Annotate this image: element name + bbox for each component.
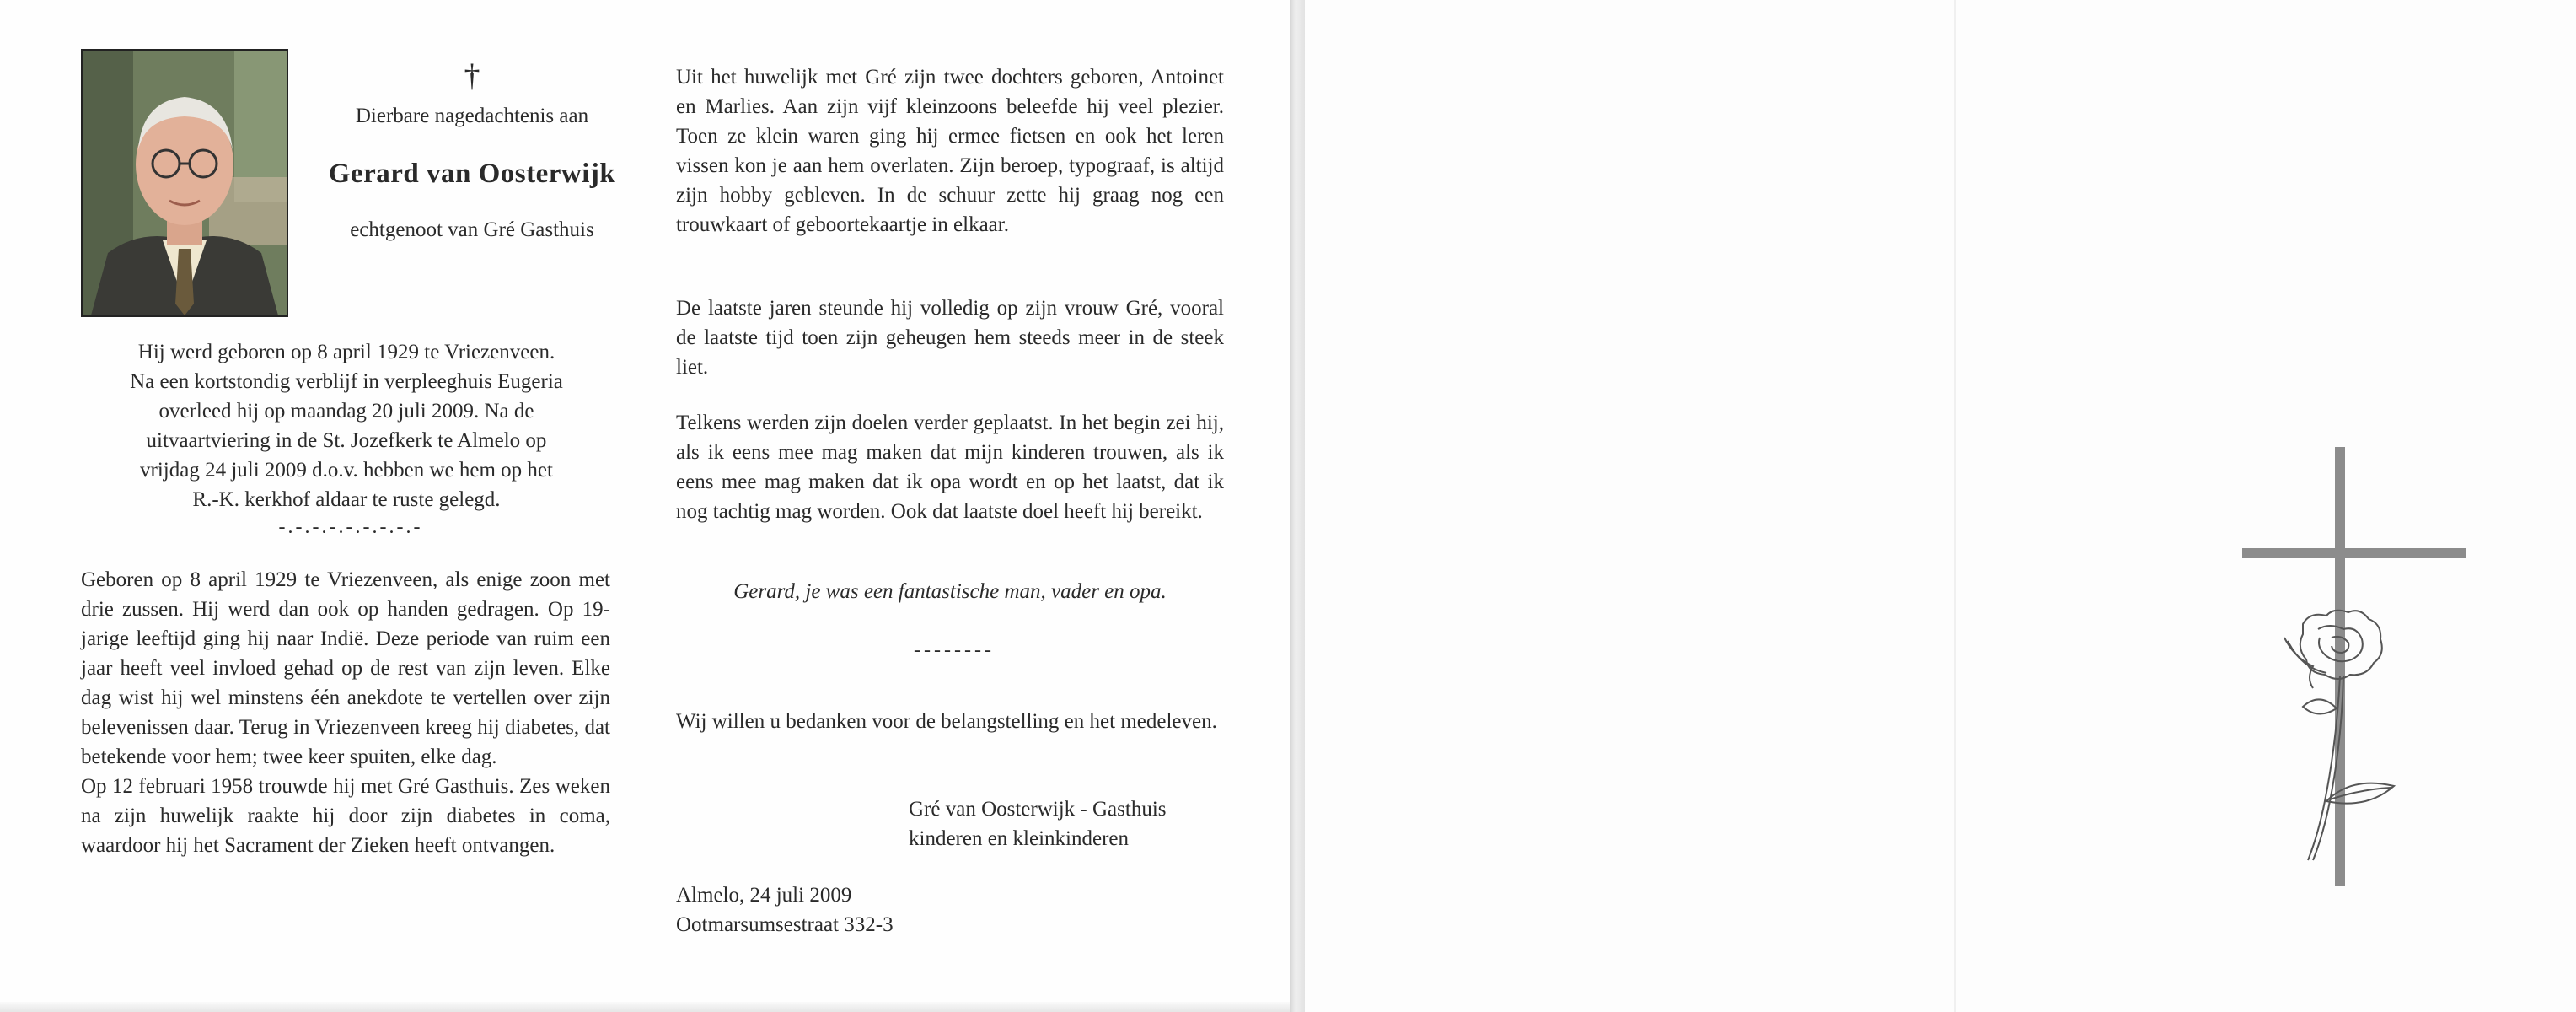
announcement-header — [295, 57, 649, 242]
farewell-quote: Gerard, je was een fantastische man, vader en opa. — [733, 580, 1167, 603]
story-paragraph: Uit het huwelijk met Gré zijn twee dochters geboren, Antoinet en Marlies. Aan zijn vijf kleinzoons beleefde hij veel plezier. Toen ze klein waren ging hij ermee fietsen en ook het leren vissen kon je aan hem overlaten. Zijn beroep, typograaf, is altijd zijn hobby gebleven. In de schuur zette hij graag nog een trouwkaart of geboortekaartje in elkaar. — [676, 66, 1224, 236]
portrait-photo — [81, 49, 288, 317]
card-center-fold — [1290, 0, 1305, 1012]
life-story-right — [676, 62, 1224, 240]
bio-line: vrijdag 24 juli 2009 d.o.v. hebben we hem op het — [140, 459, 553, 482]
dash-divider: -------- — [914, 639, 995, 661]
bio-line: Hij werd geboren op 8 april 1929 te Vriezenveen. — [137, 341, 555, 363]
family-signature — [909, 794, 1263, 853]
place-date: Almelo, 24 juli 2009 — [676, 884, 852, 907]
story-paragraph: De laatste jaren steunde hij volledig op zijn vrouw Gré, vooral de laatste tijd toen zijn geheugen hem steeds meer in de steek liet. — [676, 297, 1224, 379]
biography-summary — [81, 337, 612, 514]
cross-rose-icon — [2225, 439, 2470, 894]
place-and-address — [676, 880, 1097, 939]
story-paragraph: Geboren op 8 april 1929 te Vriezenveen, als enige zoon met drie zussen. Hij werd dan ook op handen gedragen. Op 19-jarige leeftijd ging hij naar Indië. Deze periode van ruim een jaar heeft veel invloed gehad op de rest van zijn leven. Elke dag wist hij wel minstens één anekdote te vertellen over zijn belevenissen daar. Terug in Vriezenveen kreeg hij diabetes, dat betekende voor hem; twee keer spuiten, elke dag. — [81, 568, 610, 768]
story-paragraph: Op 12 februari 1958 trouwde hij met Gré Gasthuis. Zes weken na zijn huwelijk raakte hij door zijn diabetes in coma, waardoor hij het Sacrament der Zieken heeft ontvangen. — [81, 775, 610, 857]
portrait-photo-art — [83, 51, 287, 315]
signature-family: kinderen en kleinkinderen — [909, 827, 1130, 850]
bio-line: uitvaartviering in de St. Jozefkerk te Almelo op — [146, 429, 547, 452]
spouse-line: echtgenoot van Gré Gasthuis — [350, 218, 594, 241]
intro-line: Dierbare nagedachtenis aan — [355, 105, 589, 127]
section-divider: -.-.-.-.-.-.-.-.- — [278, 516, 423, 538]
bio-line: overleed hij op maandag 20 juli 2009. Na de — [158, 400, 534, 423]
story-paragraph: Telkens werden zijn doelen verder geplaatst. In het begin zei hij, als ik eens mee mag maken dat mijn kinderen trouwen, als ik eens mee mag maken dat ik opa wordt en op het laatst, dat ik nog tachtig mag worden. Ook dat laatste doel heeft hij bereikt. — [676, 412, 1224, 523]
address: Ootmarsumsestraat 332-3 — [676, 913, 894, 936]
outer-fold-line — [1954, 0, 1956, 1012]
deceased-name: Gerard van Oosterwijk — [328, 159, 616, 189]
thanks-paragraph: Wij willen u bedanken voor de belangstelling en het medeleven. — [676, 710, 1217, 733]
cross-icon: † — [464, 58, 480, 94]
bio-line: Na een kortstondig verblijf in verpleeghuis Eugeria — [130, 370, 563, 393]
bio-line: R.-K. kerkhof aldaar te ruste gelegd. — [192, 488, 501, 511]
signature-name: Gré van Oosterwijk - Gasthuis — [909, 798, 1167, 821]
card-bottom-edge — [0, 1002, 1290, 1012]
life-story-left — [81, 565, 610, 860]
